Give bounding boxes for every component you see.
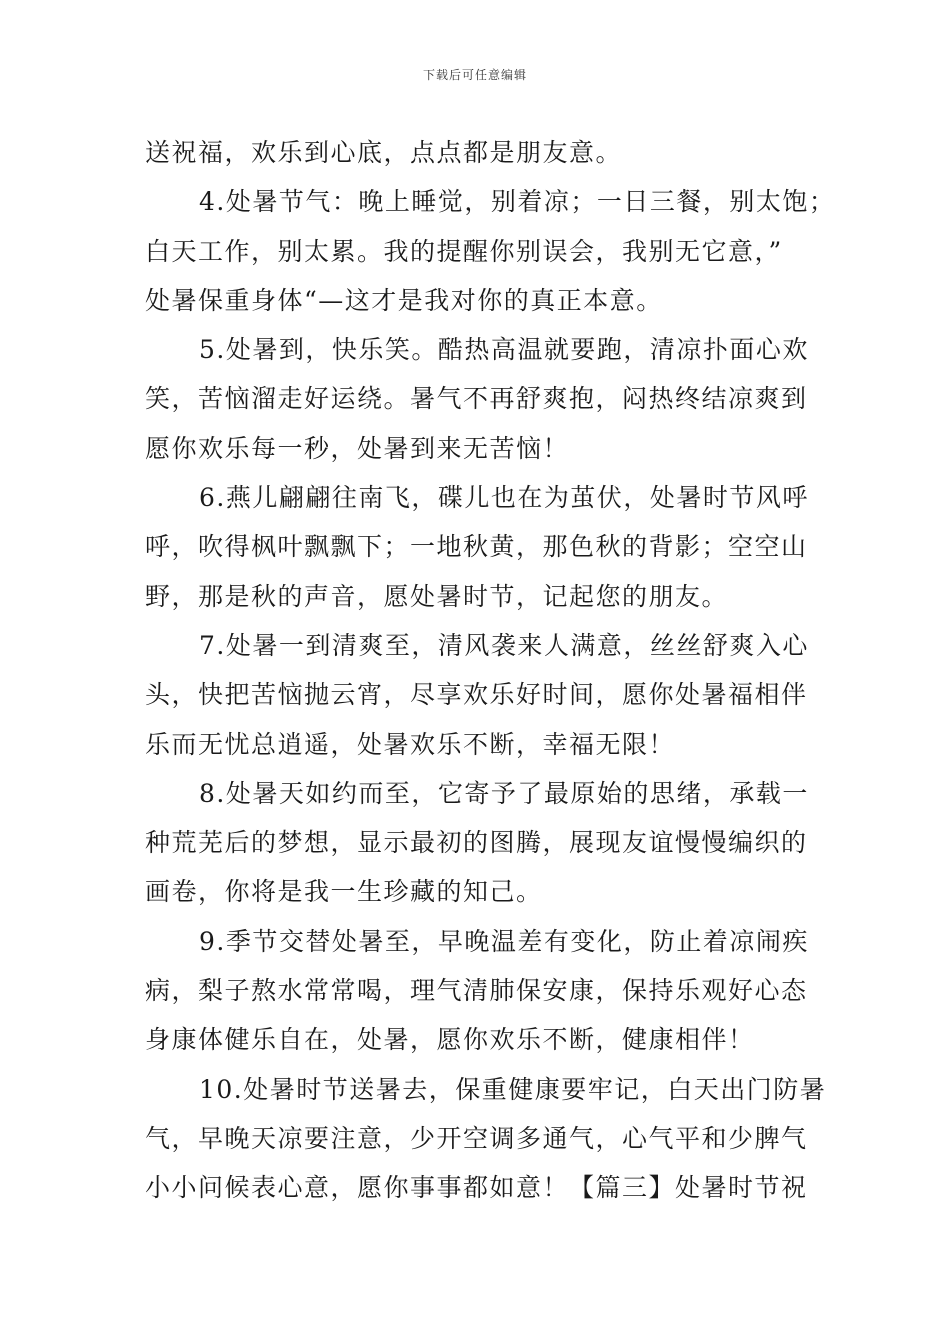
text-line: 头，快把苦恼抛云宵，尽享欢乐好时间，愿你处暑福相伴: [145, 680, 808, 710]
text-line: 6.燕儿翩翩往南飞，碟儿也在为茧伏，处暑时节风呼: [199, 483, 809, 513]
text-line: 10.处暑时节送暑去，保重健康要牢记，白天出门防暑: [199, 1074, 827, 1104]
page-header: 下载后可任意编辑: [422, 68, 527, 82]
text-line: 气，早晚天凉要注意，少开空调多通气，心气平和少脾气: [145, 1123, 808, 1153]
text-line: 7.处暑一到清爽至，清风袭来人满意，丝丝舒爽入心: [199, 630, 809, 660]
text-line: 4.处暑节气：晚上睡觉，别着凉；一日三餐，别太饱；: [199, 187, 836, 217]
text-line: 愿你欢乐每一秒，处暑到来无苦恼！: [145, 433, 570, 463]
document-body: [145, 128, 836, 1213]
text-line: 病，梨子熬水常常喝，理气清肺保安康，保持乐观好心态: [145, 976, 808, 1006]
text-line: 小小问候表心意，愿你事事都如意！【篇三】处暑时节祝: [145, 1173, 808, 1203]
text-line: 送祝福，欢乐到心底，点点都是朋友意。: [145, 138, 623, 167]
text-line: 身康体健乐自在，处暑，愿你欢乐不断，健康相伴！: [145, 1025, 755, 1055]
text-line: 画卷，你将是我一生珍藏的知己。: [145, 877, 543, 907]
text-line: 种荒芜后的梦想，显示最初的图腾，展现友谊慢慢编织的: [145, 828, 808, 858]
text-line: 9.季节交替处暑至，早晚温差有变化，防止着凉闹疾: [199, 926, 809, 956]
text-line: 处暑保重身体“—这才是我对你的真正本意。: [145, 285, 663, 315]
text-line: 野，那是秋的声音，愿处暑时节，记起您的朋友。: [145, 581, 729, 611]
text-line: 呼，吹得枫叶飘飘下；一地秋黄，那色秋的背影；空空山: [145, 532, 808, 562]
text-line: 8.处暑天如约而至，它寄予了最原始的思绪，承载一: [199, 778, 809, 808]
text-line: 笑，苦恼溜走好运绕。暑气不再舒爽抱，闷热终结凉爽到: [145, 384, 808, 414]
text-line: 白天工作，别太累。我的提醒你别误会，我别无它意，”: [145, 236, 783, 266]
text-line: 乐而无忧总逍遥，处暑欢乐不断，幸福无限！: [145, 729, 676, 759]
text-line: 5.处暑到，快乐笑。酷热高温就要跑，清凉扑面心欢: [199, 335, 809, 365]
